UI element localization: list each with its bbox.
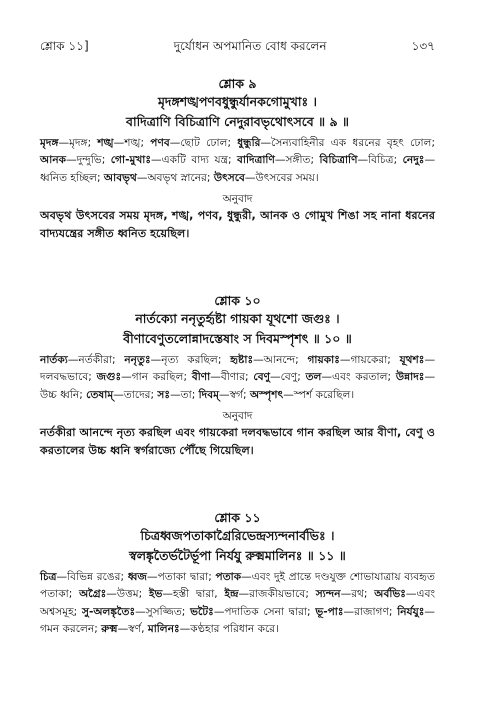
word-synonyms: মৃদঙ্গ—মৃদঙ্গ; শঙ্খ—শঙ্খ; পণব—ছোট ঢোল; ধুন্ধুরি—সৈন্যবাহিনীর এক ধরনের বৃহৎ ঢোল; আনক—দুন্দুভি; গো-মুখাঃ—একটি বাদ্য যন্ত্র; বাদিত্রাণি—সঙ্গীত; বিচিত্রাণি—বিচিত্র; নেদুঃ—ধ্বনিত হচ্ছিল; আবভৃথ—অবভৃথ স্নানের; উৎসবে—উৎসবের সময়। [40, 137, 436, 184]
verse-9 [40, 76, 435, 244]
translation-text: অবভৃথ উৎসবের সময় মৃদঙ্গ, শঙ্খ, পণব, ধুন্ধুরী, আনক ও গোমুখ শিঙা সহ নানা ধরনের বাদ্যযন্ত্রের সঙ্গীত ধ্বনিত হয়েছিল। [40, 208, 435, 241]
page-header [40, 38, 435, 58]
word-synonyms: চিত্র—বিভিন্ন রঙের; ধ্বজ—পতাকা দ্বারা; পতাক—এবং দুই প্রান্তে দণ্ডযুক্ত শোভাযাত্রায় ব্যবহৃত পতাকা; অগ্রৈঃ—উত্তম; ইভ—হস্তী দ্বারা, ইন্দ্র—রাজকীয়ভাবে; স্যন্দন—রথ; অর্বভিঃ—এবং অশ্বসমূহ; সু-অলঙ্কৃতৈঃ—সুসজ্জিত; ভটৈঃ—পদাতিক সেনা দ্বারা; ভূ-পাঃ—রাজাগণ; নির্যযুঃ—গমন করলেন; রুক্ম—স্বর্ণ, মালিনঃ—কণ্ঠহার পরিধান করে। [40, 571, 436, 635]
verse-10 [40, 293, 435, 461]
sanskrit-line: মৃদঙ্গশঙ্খপণবধুন্ধুর্যানকগোমুখাঃ । [157, 94, 317, 109]
translation-text: নর্তকীরা আনন্দে নৃত্য করছিল এবং গায়কেরা দলবদ্ধভাবে গান করছিল আর বীণা, বেণু ও করতালের উচ্চ ধ্বনি স্বর্গরাজ্যে পৌঁছে গিয়েছিল। [40, 425, 435, 458]
word-synonyms: নার্তক্য—নর্তকীরা; ননৃতুঃ—নৃত্য করছিল; হৃষ্টাঃ—আনন্দে; গায়কাঃ—গায়কেরা; যূথশঃ—দলবদ্ধভাবে; জগুঃ—গান করছিল; বীণা—বীণার; বেণু—বেণু; তল—এবং করতাল; উন্নাদঃ—উচ্চ ধ্বনি; তেষাম্—তাদের; সঃ—তা; দিবম্—স্বর্গ; অস্পৃশৎ—স্পর্শ করেছিল। [40, 354, 436, 401]
verse-heading: শ্লোক ১০ [214, 293, 261, 308]
verse-heading: শ্লোক ১১ [214, 510, 261, 525]
sanskrit-line: বাদিত্রাণি বিচিত্রাণি নেদুরাবভৃথোৎসবে ॥ ৯ ॥ [125, 114, 349, 129]
sanskrit-line: স্বলঙ্কৃতৈর্ভটৈর্ভূপা নির্যযু রুক্মমালিনঃ ॥ ১১ ॥ [129, 548, 346, 563]
sanskrit-line: বীণাবেণুতলোন্নাদস্তেষাং স দিবমস্পৃশৎ ॥ ১০ ॥ [123, 331, 352, 346]
page-number: ১৩৭ [411, 39, 435, 53]
sanskrit-line: চিত্রধ্বজপতাকাগ্রৈরিভেন্দ্রস্যন্দনার্বভিঃ । [140, 528, 335, 543]
verse-11 [40, 510, 435, 638]
translation-heading: অনুবাদ [222, 409, 253, 422]
verse-heading: শ্লোক ৯ [218, 76, 257, 91]
header-verse-range: শ্লোক ১১] [40, 39, 89, 53]
header-chapter-title: দুর্যোধন অপমানিত বোধ করলেন [173, 39, 327, 53]
translation-heading: অনুবাদ [222, 192, 253, 205]
sanskrit-line: নার্তক্যো ননৃতুর্হৃষ্টা গায়কা যূথশো জগুঃ । [135, 311, 340, 326]
